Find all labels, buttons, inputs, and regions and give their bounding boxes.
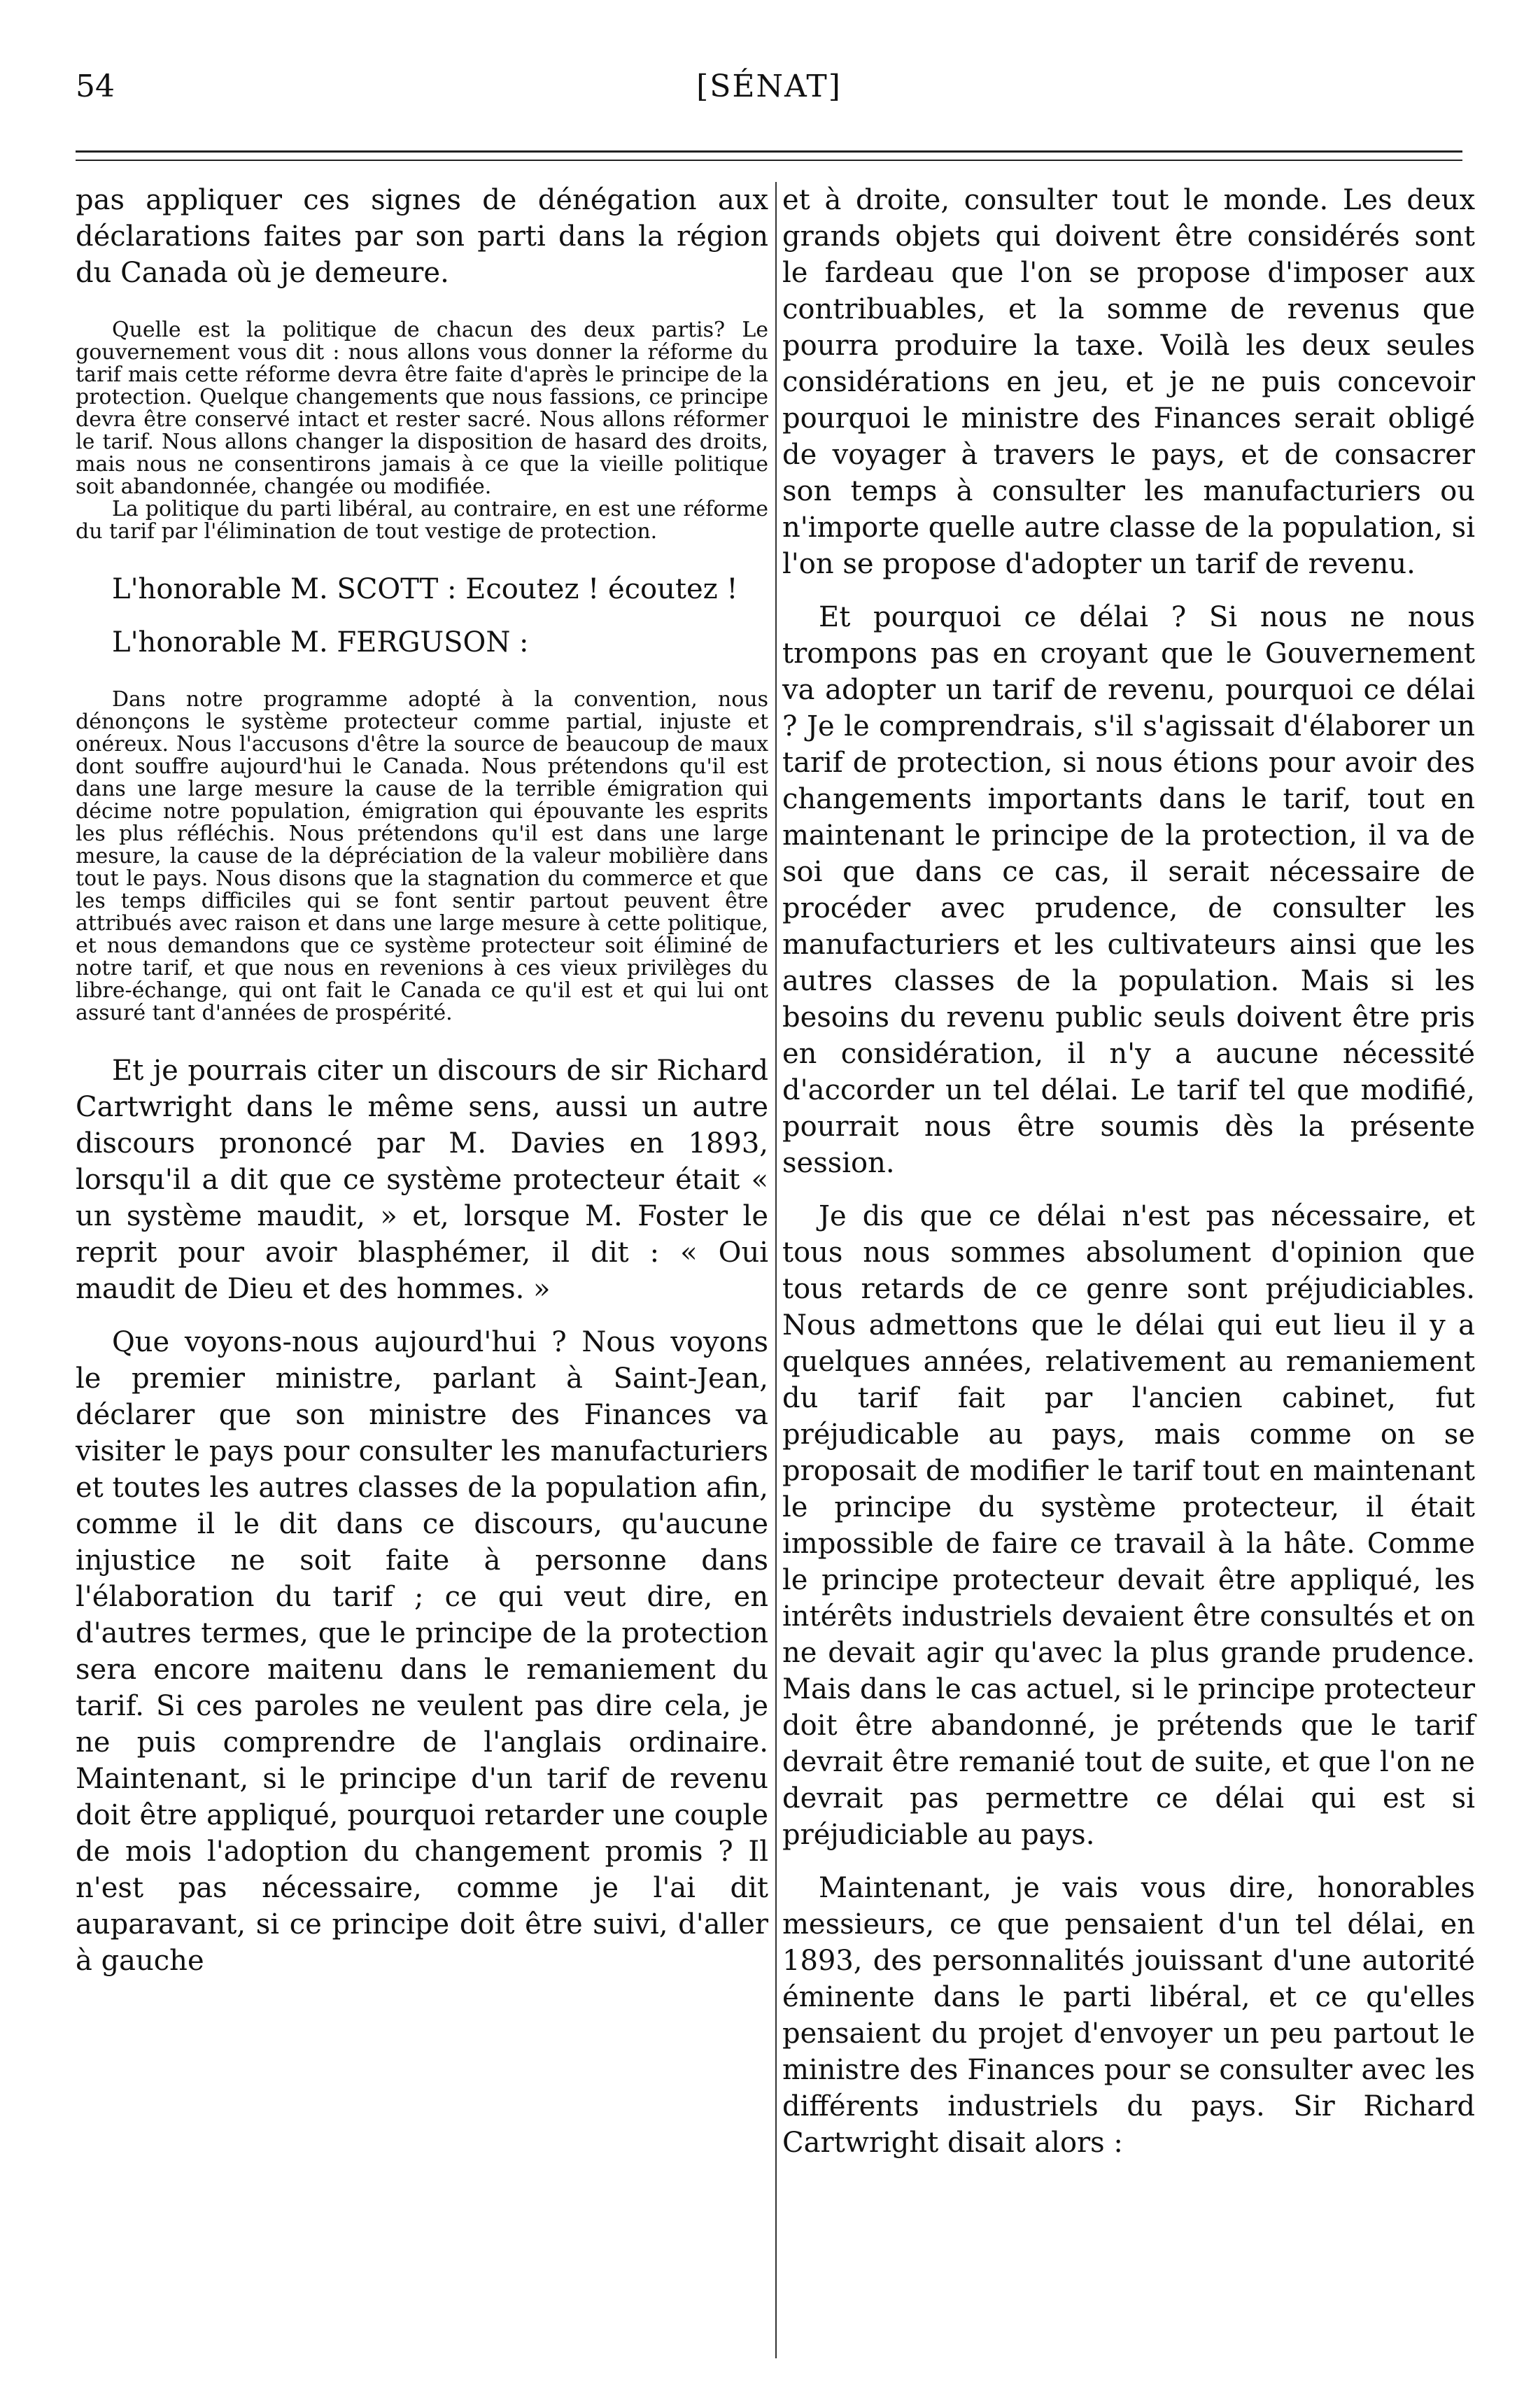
quotation: Quelle est la politique de chacun des deux partis? Le gouvernement vous dit : nous allons vous donner la réforme du tarif mais cette réforme devra être faite d'après le principe de la protection. Quelque changements que nous fassions, ce principe devra être conservé intact et rester sacré. Nous allons réformer le tarif. Nous allons changer la disposition de hasard des droits, mais nous ne consentirons jamais à ce que la vieille politique soit abandonnée, changée ou modifiée. [76,318,768,499]
quotation: Dans notre programme adopté à la convention, nous dénonçons le système protecteur comme partial, injuste et onéreux. Nous l'accusons d'être la source de beaucoup de maux dont souffre aujourd'hui le Canada. Nous prétendons qu'il est dans une large mesure la cause de la terrible émigration qui décime notre population, émigration qui épouvante les esprits les plus réfléchis. Nous prétendons qu'il est dans une large mesure, la cause de la dépréciation de la valeur mobilière dans tout le pays. Nous disons que la stagnation du commerce et que les temps difficiles qui se font sentir partout peuvent être attribués avec raison et dans une large mesure à cette politique, et nous demandons que ce système protecteur soit éliminé de notre tarif, et que nous en revenions à ces vieux privilèges du libre-échange, qui ont fait le Canada ce qu'il est et qui lui ont assuré tant d'années de prospérité. [76,687,768,1025]
speaker-line: L'honorable M. SCOTT : Ecoutez ! écoutez ! [112,573,738,605]
page-number: 54 [76,69,115,104]
speaker-line: L'honorable M. FERGUSON : [112,626,529,659]
paragraph: Et pourquoi ce délai ? Si nous ne nous trompons pas en croyant que le Gouvernement va adopter un tarif de revenu, pourquoi ce délai ? Je le comprendrais, s'il s'agissait d'élaborer un tarif de protection, si nous étions pour avoir des changements importants dans le tarif, tout en maintenant le principe de la protection, il va de soi que dans ce cas, il serait nécessaire de procéder avec prudence, de consulter les manufacturiers et les cultivateurs ainsi que les autres classes de la population. Mais si les besoins du revenu public seuls doivent être pris en considération, il n'y a aucune nécessité d'accorder un tel délai. Le tarif tel que modifié, pourrait nous être soumis dès la présente session. [782,601,1475,1179]
paragraph: et à droite, consulter tout le monde. Les deux grands objets qui doivent être considérés sont le fardeau que l'on se propose d'imposer aux contribuables, et la somme de revenus que pourra produire la taxe. Voilà les deux seules considérations en jeu, et je ne puis concevoir pourquoi le ministre des Finances serait obligé de voyager à travers le pays, et de consacrer son temps à consulter les manufacturiers ou n'importe quelle autre classe de la population, si l'on se propose d'adopter un tarif de revenu. [782,184,1475,580]
header-rule-secondary [76,160,1462,161]
right-column [782,182,1475,2161]
page-header [55,62,1483,111]
paragraph: pas appliquer ces signes de dénégation aux déclarations faites par son parti dans la région du Canada où je demeure. [76,184,768,289]
running-head: [SÉNAT] [696,69,842,104]
paragraph: Maintenant, je vais vous dire, honorables messieurs, ce que pensaient d'un tel délai, en 1893, des personnalités jouissant d'une autorité éminente dans le parti libéral, et ce qu'elles pensaient du projet d'envoyer un peu partout le ministre des Finances pour se consulter avec les différents industriels du pays. Sir Richard Cartwright disait alors : [782,1872,1475,2159]
quotation: La politique du parti libéral, au contraire, en est une réforme du tarif par l'élimination de tout vestige de protection. [76,497,768,544]
left-column [76,182,768,1979]
paragraph: Et je pourrais citer un discours de sir Richard Cartwright dans le même sens, aussi un autre discours prononcé par M. Davies en 1893, lorsqu'il a dit que ce système protecteur était « un système maudit, » et, lorsque M. Foster le reprit pour avoir blasphémer, il dit : « Oui maudit de Dieu et des hommes. » [76,1055,768,1305]
header-rule [76,150,1462,153]
paragraph: Je dis que ce délai n'est pas nécessaire, et tous nous sommes absolument d'opinion que tous retards de ce genre sont préjudiciables. Nous admettons que le délai qui eut lieu il y a quelques années, relativement au remaniement du tarif fait par l'ancien cabinet, fut préjudicable au pays, mais comme on se proposait de modifier le tarif tout en maintenant le principe du système protecteur, il était impossible de faire ce travail à la hâte. Comme le principe protecteur devait être appliqué, les intérêts industriels devaient être consultés et on ne devait agir qu'avec la plus grande prudence. Mais dans le cas actuel, si le principe protecteur doit être abandonné, je prétends que le tarif devrait être remanié tout de suite, et que l'on ne devrait pas permettre ce délai qui est si préjudiciable au pays. [782,1200,1475,1851]
paragraph: Que voyons-nous aujourd'hui ? Nous voyons le premier ministre, parlant à Saint-Jean, déclarer que son ministre des Finances va visiter le pays pour consulter les manufacturiers et toutes les autres classes de la population afin, comme il le dit dans ce discours, qu'aucune injustice ne soit faite à personne dans l'élaboration du tarif ; ce qui veut dire, en d'autres termes, que le principe de la protection sera encore maitenu dans le remaniement du tarif. Si ces paroles ne veulent pas dire cela, je ne puis comprendre de l'anglais ordinaire. Maintenant, si le principe d'un tarif de revenu doit être appliqué, pourquoi retarder une couple de mois l'adoption du changement promis ? Il n'est pas nécessaire, comme je l'ai dit auparavant, si ce principe doit être suivi, d'aller à gauche [76,1326,768,1977]
column-divider [775,182,777,2358]
